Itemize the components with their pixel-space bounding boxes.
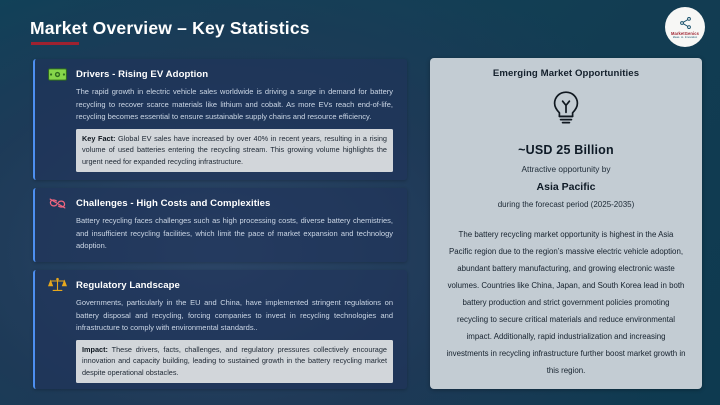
card-title: Challenges - High Costs and Complexities (76, 197, 271, 209)
page-title: Market Overview – Key Statistics (30, 18, 310, 38)
card-body-text: The rapid growth in electric vehicle sales worldwide is driving a surge in demand for battery recycling to recover scarce materials like lithium and cobalt. As more EVs reach end-of-life, recycling becomes essential to ensure sustainable supply chains and resource efficiency. (76, 87, 393, 122)
slide-header (0, 0, 720, 52)
callout-label: Impact: (82, 344, 108, 354)
scales-of-justice-icon (47, 277, 67, 293)
opportunity-value: ~USD 25 Billion (518, 143, 614, 157)
money-banknote-icon (47, 66, 67, 82)
emerging-opportunities-panel (430, 58, 702, 389)
panel-title: Emerging Market Opportunities (492, 68, 640, 79)
opportunity-region: Asia Pacific (536, 181, 596, 193)
card-header (35, 188, 407, 211)
card-challenges[interactable] (33, 188, 407, 262)
card-drivers[interactable] (33, 59, 407, 180)
card-body-text: Governments, particularly in the EU and China, have implemented stringent regulations on battery disposal and recycling, forcing companies to invest in recycling technologies and infrastructure to comply with environmental standards.. (76, 298, 393, 333)
opportunity-subtitle: Attractive opportunity by (521, 164, 611, 174)
card-header (35, 270, 407, 293)
card-regulatory[interactable] (33, 270, 407, 389)
brand-logo (665, 7, 705, 47)
callout-text: These drivers, facts, challenges, and regulatory pressures collectively encourage innovation and capacity building, leading to sustained growth in the battery recycling market despite operational obstacles. (82, 344, 387, 377)
opportunity-description: The battery recycling market opportunity is highest in the Asia Pacific region due to the region’s massive electric vehicle adoption, abundant battery manufacturing, and growing electronic waste volumes. Countries like China, Japan, and South Korea lead in both battery production and strict government policies promoting recycling to secure critical materials and reduce environmental impact. Additionally, rapid industrialization and increasing investments in recycling infrastructure further boost market growth in this region. (446, 230, 686, 375)
broken-link-icon (47, 195, 67, 211)
lightbulb-icon (444, 90, 688, 126)
card-title: Regulatory Landscape (76, 279, 180, 291)
insight-card-list (33, 59, 407, 389)
card-header (35, 59, 407, 82)
card-body-text: Battery recycling faces challenges such as high processing costs, diverse battery chemistries, and insufficient recycling facilities, which limit the pace of market expansion and technology adoption. (76, 216, 393, 251)
logo-name: MarketGenics (670, 31, 700, 36)
card-callout (76, 340, 393, 383)
logo-tagline: Ideas. to. Innovation (672, 36, 698, 39)
title-underline-accent (31, 42, 79, 45)
forecast-period: during the forecast period (2025-2035) (497, 200, 635, 209)
share-nodes-icon (678, 16, 693, 30)
card-title: Drivers - Rising EV Adoption (76, 68, 209, 80)
callout-label: Key Fact: (82, 133, 116, 143)
card-callout (76, 129, 393, 172)
callout-text: Global EV sales have increased by over 40% in recent years, resulting in a rising volume of used batteries entering the recycling stream. This growing volume highlights the urgent need for expanded recycling infrastructure. (82, 133, 387, 166)
